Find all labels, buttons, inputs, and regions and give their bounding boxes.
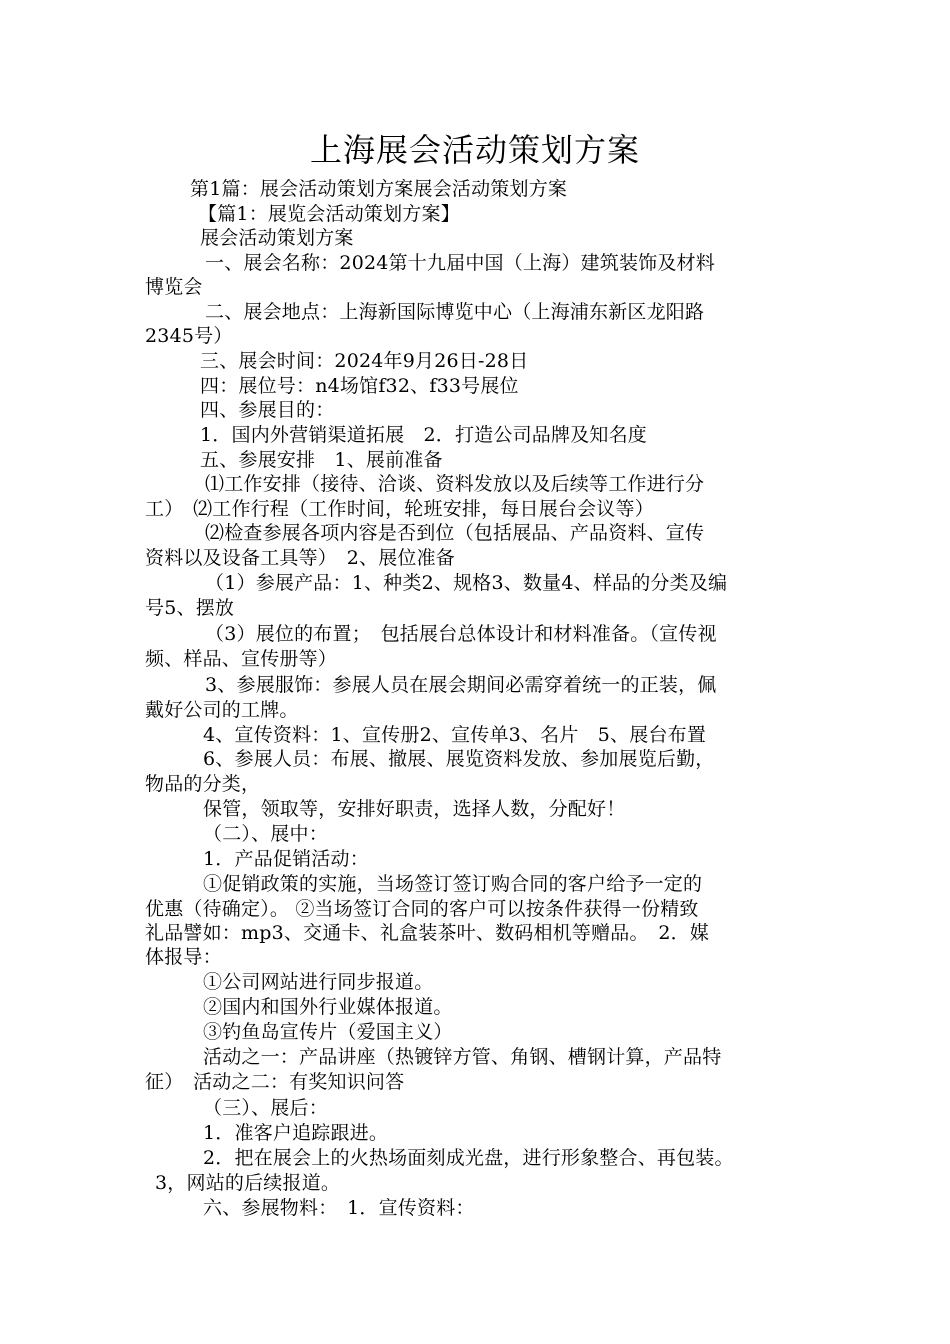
text-line: 六、参展物料： 1．宣传资料：: [203, 1197, 475, 1219]
text-line: 五、参展安排 1、展前准备: [200, 449, 443, 471]
text-line: 四：展位号：n4场馆f32、f33号展位: [200, 375, 519, 397]
text-line: 优惠（待确定）。 ②当场签订合同的客户可以按条件获得一份精致: [145, 898, 699, 920]
text-line: ①公司网站进行同步报道。: [203, 971, 434, 993]
text-line: 戴好公司的工牌。: [145, 699, 299, 721]
text-line: 三、展会时间：2024年9月26日-28日: [200, 350, 529, 372]
text-line: 【篇1：展览会活动策划方案】: [198, 203, 460, 225]
text-line: 3，网站的后续报道。: [155, 1172, 341, 1194]
text-line: （1）参展产品：1、种类2、规格3、数量4、样品的分类及编: [205, 572, 728, 594]
text-line: ①促销政策的实施，当场签订签订购合同的客户给予一定的: [203, 873, 703, 895]
document-title: 上海展会活动策划方案: [309, 131, 640, 169]
text-line: 号5、摆放: [145, 597, 235, 619]
text-line: 工） ⑵工作行程（工作时间，轮班安排，每日展台会议等）: [145, 498, 654, 520]
text-line: 资料以及设备工具等） 2、展位准备: [145, 547, 455, 569]
text-line: ②国内和国外行业媒体报道。: [203, 996, 453, 1018]
text-line: 体报导：: [145, 946, 222, 968]
text-line: ⑴工作安排（接待、洽谈、资料发放以及后续等工作进行分: [205, 473, 705, 495]
text-line: （二）、展中：: [203, 823, 328, 845]
text-line: 1．产品促销活动：: [203, 848, 369, 870]
text-line: （三）、展后：: [203, 1097, 328, 1119]
text-line: 礼品譬如：mp3、交通卡、礼盒装茶叶、数码相机等赠品。 2．媒: [145, 922, 710, 944]
text-line: 征） 活动之二：有奖知识问答: [145, 1071, 405, 1093]
text-line: 1．准客户追踪跟进。: [203, 1122, 389, 1144]
text-line: 博览会: [145, 276, 203, 298]
text-line: 活动之一：产品讲座（热镀锌方管、角钢、槽钢计算，产品特: [203, 1046, 722, 1068]
text-line: ③钓鱼岛宣传片（爱国主义）: [203, 1021, 453, 1043]
text-line: （3）展位的布置； 包括展台总体设计和材料准备。（宣传视: [205, 623, 717, 645]
text-line: 频、样品、宣传册等）: [145, 648, 338, 670]
text-line: 4、宣传资料：1、宣传册2、宣传单3、名片 5、展台布置: [203, 724, 707, 746]
text-line: 展会活动策划方案: [200, 227, 354, 249]
text-line: ⑵检查参展各项内容是否到位（包括展品、产品资料、宣传: [205, 522, 705, 544]
text-line: 6、参展人员：布展、撤展、展览资料发放、参加展览后勤，: [203, 748, 715, 770]
text-line: 2．把在展会上的火热场面刻成光盘，进行形象整合、再包装。: [203, 1147, 734, 1169]
text-line: 第1篇：展会活动策划方案展会活动策划方案: [190, 178, 568, 200]
text-line: 3、参展服饰：参展人员在展会期间必需穿着统一的正装，佩: [205, 674, 717, 696]
text-line: 保管，领取等，安排好职责，选择人数，分配好！: [203, 798, 626, 820]
text-line: 物品的分类，: [145, 773, 261, 795]
text-line: 2345号）: [145, 325, 233, 347]
text-line: 一、展会名称：2024第十九届中国（上海）建筑装饰及材料: [205, 252, 715, 274]
text-line: 二、展会地点：上海新国际博览中心（上海浦东新区龙阳路: [205, 301, 705, 323]
text-line: 1．国内外营销渠道拓展 2．打造公司品牌及知名度: [200, 424, 647, 446]
text-line: 四、参展目的：: [200, 399, 335, 421]
